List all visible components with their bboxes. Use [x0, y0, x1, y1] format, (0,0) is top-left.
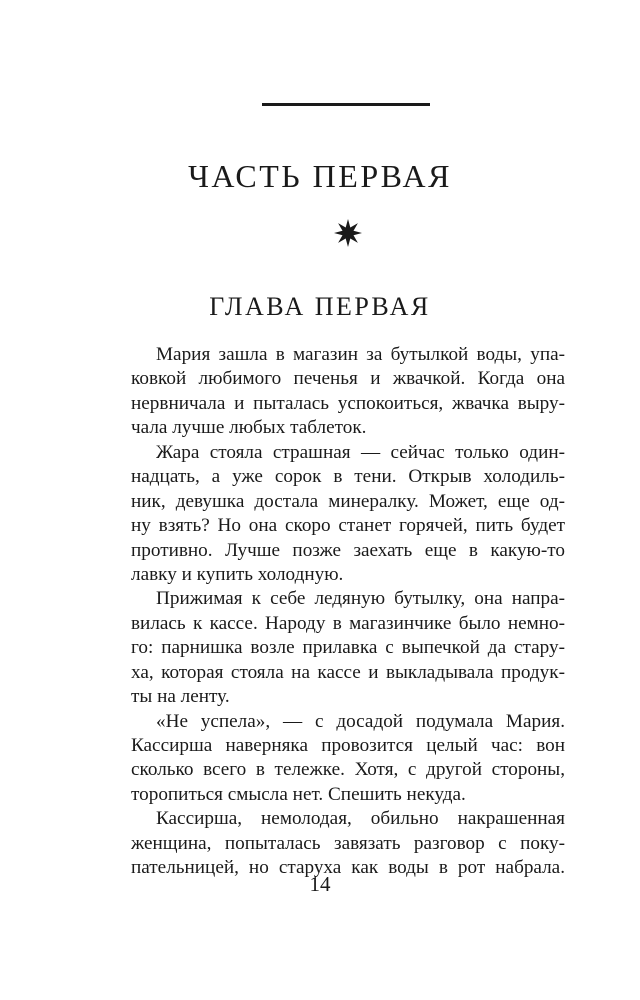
- text-line: чала лучше любых таблеток.: [131, 417, 367, 439]
- ornament-star-shape: [334, 219, 362, 247]
- body-text: [131, 343, 565, 881]
- text-line: пательницей, но старуха как воды в рот набрала.: [131, 857, 565, 879]
- part-title: ЧАСТЬ ПЕРВАЯ: [188, 158, 452, 194]
- text-line: Мария зашла в магазин за бутылкой воды, упа-: [156, 344, 565, 365]
- text-line: ник, девушка достала минералку. Может, еще од-: [131, 490, 565, 512]
- text-line: женщина, попыталась завязать разговор с поку-: [131, 832, 565, 854]
- eight-point-star-icon: [334, 219, 362, 247]
- top-rule: [262, 103, 430, 106]
- text-line: сколько всего в тележке. Хотя, с другой стороны,: [131, 759, 565, 781]
- chapter-title: ГЛАВА ПЕРВАЯ: [209, 292, 431, 321]
- text-line: лавку и купить холодную.: [131, 563, 344, 585]
- text-line: Кассирша, немолодая, обильно накрашенная: [156, 808, 565, 830]
- text-line: противно. Лучше позже заехать еще в какую-то: [131, 539, 565, 561]
- text-line: ковкой любимого печенья и жвачкой. Когда она: [131, 368, 565, 390]
- text-line: ну взять? Но она скоро станет горячей, пить будет: [131, 515, 565, 537]
- text-line: торопиться смысла нет. Спешить некуда.: [131, 783, 466, 805]
- page-number: 14: [309, 872, 331, 896]
- text-line: «Не успела», — с досадой подумала Мария.: [156, 710, 565, 732]
- text-line: Прижимая к себе ледяную бутылку, она напра-: [156, 588, 565, 610]
- text-line: Жара стояла страшная — сейчас только один-: [156, 441, 565, 463]
- text-line: Кассирша наверняка провозится целый час: вон: [131, 735, 565, 756]
- text-line: ха, которая стояла на кассе и выкладывала продук-: [131, 661, 565, 683]
- text-line: надцать, а уже сорок в тени. Открыв холодиль-: [131, 466, 565, 488]
- text-line: го: парнишка возле прилавка с выпечкой да стару-: [131, 637, 565, 659]
- text-line: ты на ленту.: [131, 686, 230, 708]
- text-line: вилась к кассе. Народу в магазинчике было немно-: [131, 612, 565, 634]
- text-line: нервничала и пыталась успокоиться, жвачка выру-: [131, 392, 565, 414]
